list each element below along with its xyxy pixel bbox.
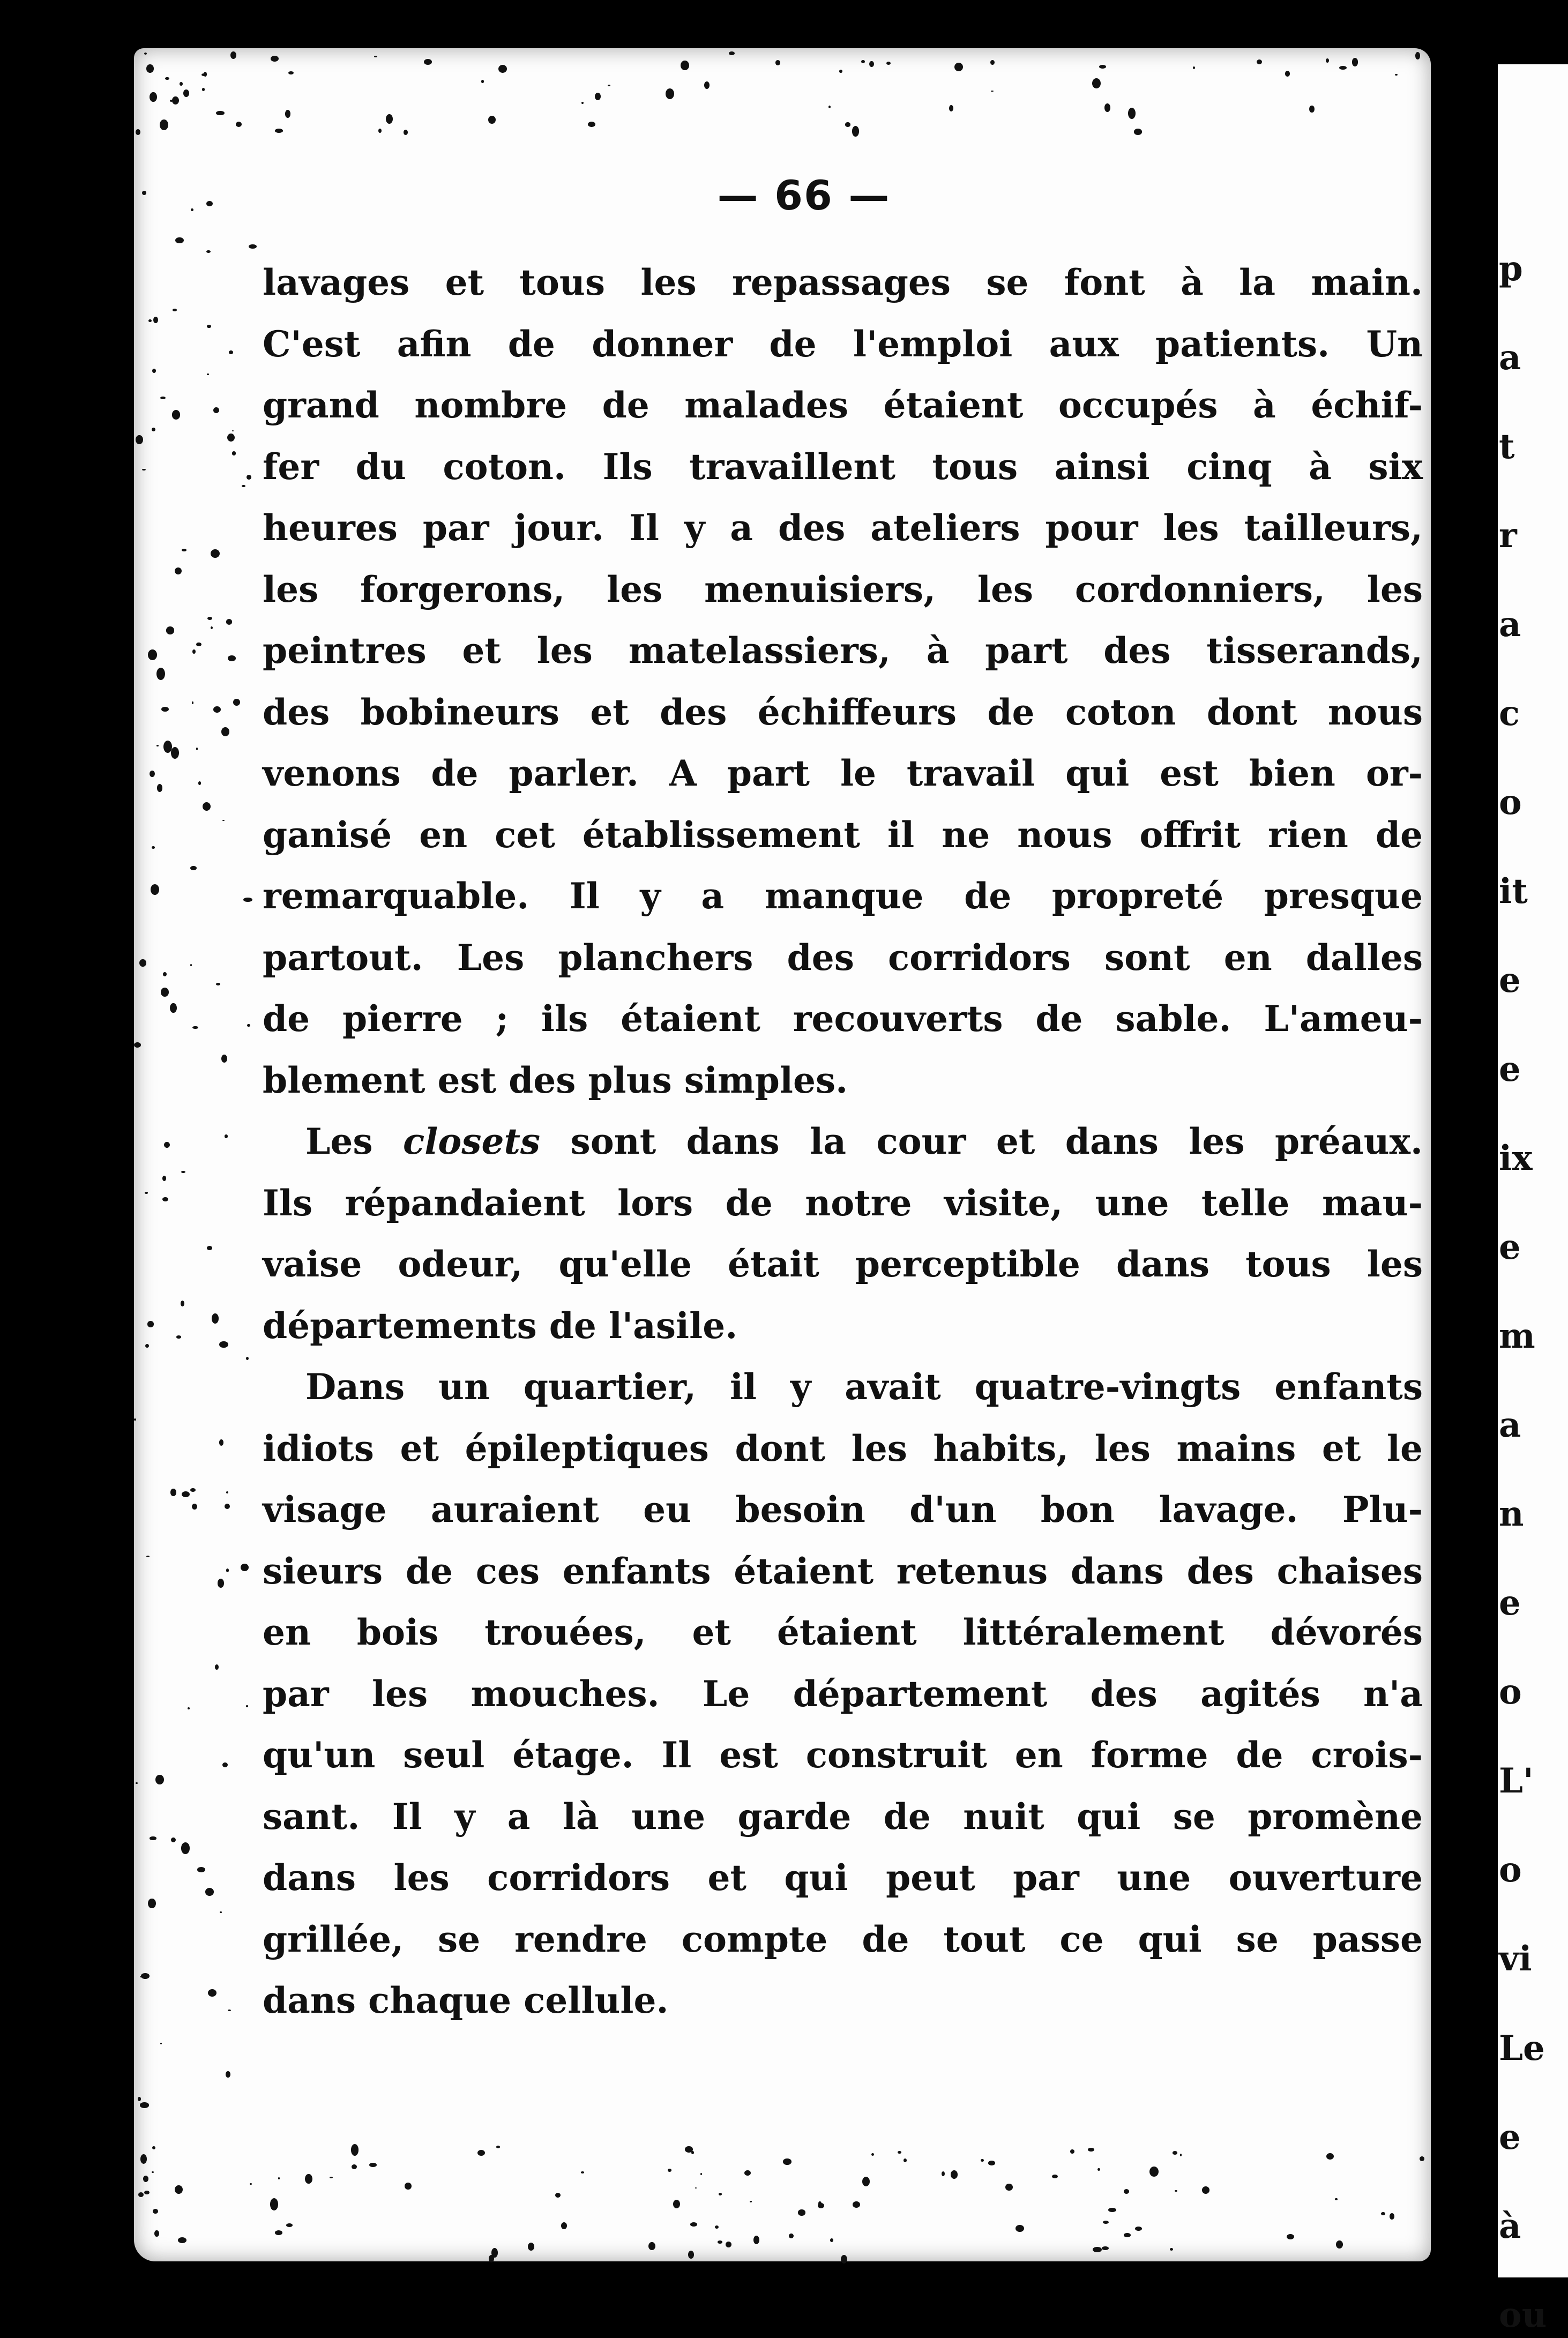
scan-noise-speck [688, 2251, 694, 2259]
text-line: remarquable. Il y a manque de propreté presque [263, 875, 1423, 917]
scan-noise-speck [192, 649, 196, 654]
text-line: grand nombre de malades étaient occupés à échif- [263, 384, 1423, 426]
adjacent-page-fragment: r [1499, 516, 1517, 556]
text-line: peintres et les matelassiers, à part des tisserands, [263, 630, 1423, 671]
scan-noise-speck [648, 2242, 655, 2251]
adjacent-page-fragment: ou [1499, 2295, 1547, 2335]
scan-noise-speck [219, 1341, 228, 1348]
scan-noise-speck [581, 102, 584, 104]
scan-noise-speck [1097, 2168, 1100, 2171]
scan-noise-speck [729, 51, 735, 55]
scan-noise-speck [172, 96, 179, 104]
scan-noise-speck [142, 191, 146, 195]
scan-noise-speck [173, 309, 177, 311]
scan-noise-speck [175, 2185, 182, 2194]
scan-noise-speck [232, 451, 236, 455]
text-line: idiots et épileptiques dont les habits, les mains et le [263, 1427, 1423, 1469]
scan-noise-speck [170, 1003, 176, 1013]
scan-noise-speck [226, 1491, 228, 1493]
scan-noise-speck [249, 244, 257, 249]
scan-noise-speck [227, 434, 235, 442]
scan-noise-speck [246, 1357, 249, 1360]
scan-noise-speck [176, 1335, 181, 1338]
scan-noise-speck [775, 60, 780, 65]
scan-noise-speck [221, 1055, 227, 1063]
scan-noise-speck [898, 2151, 901, 2154]
text-line: de pierre ; ils étaient recouverts de sable. L'ameu- [263, 998, 1423, 1040]
scan-noise-speck [1070, 2149, 1074, 2154]
scan-noise-speck [182, 1491, 190, 1497]
scan-noise-speck [207, 1246, 212, 1250]
scan-noise-speck [988, 2161, 995, 2165]
adjacent-page-fragment: a [1499, 338, 1521, 378]
text-line: Dans un quartier, il y avait quatre-vingts enfants [305, 1366, 1423, 1408]
scan-noise-speck [192, 1026, 198, 1029]
scan-noise-speck [136, 1782, 137, 1784]
scan-noise-speck [226, 619, 233, 625]
scan-noise-speck [226, 2071, 230, 2077]
text-line: sant. Il y a là une garde de nuit qui se promène [263, 1795, 1423, 1837]
text-line: grillée, se rendre compte de tout ce qui se passe [263, 1918, 1423, 1960]
scan-noise-speck [949, 105, 953, 111]
scan-noise-speck [581, 2171, 584, 2173]
scan-noise-speck [270, 2198, 279, 2210]
scan-noise-speck [197, 1867, 205, 1872]
text-line: par les mouches. Le département des agités n'a [263, 1672, 1423, 1715]
scan-noise-speck [477, 2150, 485, 2156]
scan-noise-speck [148, 649, 157, 660]
adjacent-page-fragment: o [1499, 1850, 1522, 1891]
scan-noise-speck [215, 1664, 219, 1670]
scan-noise-speck [673, 2200, 680, 2209]
scan-noise-speck [175, 567, 182, 574]
scan-noise-speck [852, 126, 859, 137]
scan-noise-speck [818, 2201, 822, 2206]
scan-noise-speck [750, 2201, 752, 2202]
scan-noise-speck [148, 1899, 155, 1909]
text-line: fer du coton. Ils travaillent tous ainsi cinq à six [263, 445, 1423, 488]
adjacent-page-fragment: L' [1499, 1761, 1534, 1802]
text-line: blement est des plus simples. [263, 1059, 848, 1101]
scan-noise-speck [164, 1142, 169, 1148]
scan-noise-speck [145, 1192, 148, 1193]
scan-noise-speck [1104, 103, 1110, 112]
scan-noise-speck [1193, 66, 1195, 69]
scan-noise-speck [140, 2102, 149, 2108]
scan-noise-speck [839, 70, 842, 73]
scan-noise-speck [161, 707, 169, 712]
scan-noise-speck [685, 2146, 693, 2153]
scan-noise-speck [139, 959, 146, 967]
text-line: dans les corridors et qui peut par une ouverture [263, 1857, 1423, 1899]
adjacent-page-fragment: à [1499, 2206, 1521, 2246]
scan-noise-speck [247, 1024, 250, 1027]
scan-noise-speck [155, 1775, 164, 1785]
scan-noise-speck [1390, 2213, 1395, 2220]
scan-noise-speck [481, 80, 483, 83]
scan-noise-speck [1415, 52, 1420, 59]
text-line: venons de parler. A part le travail qui est bien or- [263, 752, 1423, 794]
scan-noise-speck [404, 130, 408, 135]
adjacent-page-fragment: a [1499, 1405, 1521, 1446]
scan-noise-speck [1285, 71, 1290, 77]
adjacent-page-fragment: t [1499, 427, 1515, 467]
text-line: les forgerons, les menuisiers, les cordonniers, les [263, 568, 1423, 610]
text-line: dans chaque cellule. [263, 1980, 669, 2021]
scan-noise-speck [886, 62, 891, 65]
scan-noise-speck [152, 846, 155, 849]
scan-noise-speck [528, 2243, 534, 2251]
scan-noise-speck [681, 61, 689, 70]
scan-noise-speck [205, 1888, 214, 1896]
scan-noise-speck [1124, 2233, 1131, 2237]
text-line: des bobineurs et des échiffeurs de coton dont nous [263, 691, 1423, 733]
scan-noise-speck [166, 626, 175, 634]
scan-noise-speck [1309, 106, 1314, 113]
scan-noise-speck [192, 1504, 197, 1510]
paragraph-1 [263, 252, 1423, 1111]
text-line: Ils répandaient lors de notre visite, une telle mau- [263, 1182, 1423, 1224]
scan-noise-speck [213, 407, 219, 413]
scan-noise-speck [288, 71, 294, 74]
scan-noise-speck [869, 61, 873, 67]
scan-noise-speck [668, 2169, 672, 2171]
adjacent-page-fragment: e [1499, 1227, 1521, 1268]
scan-noise-speck [153, 2209, 158, 2214]
scan-noise-speck [369, 2163, 377, 2167]
scan-noise-speck [151, 884, 159, 895]
scan-noise-speck [219, 1439, 224, 1445]
scan-noise-speck [1175, 2190, 1177, 2192]
text-line: visage auraient eu besoin d'un bon lavage. Plu- [263, 1489, 1423, 1530]
scan-noise-speck [147, 1321, 154, 1327]
scan-noise-speck [871, 2153, 874, 2156]
scan-noise-speck [1108, 2208, 1117, 2212]
scan-noise-speck [171, 747, 179, 759]
scan-noise-speck [216, 111, 224, 115]
adjacent-page-fragment: a [1499, 604, 1521, 645]
scan-noise-speck [207, 374, 208, 375]
scan-noise-speck [789, 2234, 794, 2238]
scan-noise-speck [150, 92, 156, 102]
text-line: heures par jour. Il y a des ateliers pour les tailleurs, [263, 507, 1423, 549]
text-line: sieurs de ces enfants étaient retenus dans des chaises [263, 1550, 1423, 1592]
adjacent-page-fragment: o [1499, 782, 1522, 823]
scan-noise-speck [1016, 2225, 1024, 2232]
scan-noise-speck [206, 250, 211, 253]
adjacent-page-fragment: n [1499, 1494, 1524, 1535]
scan-noise-speck [588, 122, 595, 127]
paragraph-3 [263, 1356, 1423, 2031]
scan-noise-speck [330, 2177, 333, 2178]
scan-noise-speck [211, 549, 220, 558]
scan-noise-speck [180, 82, 183, 85]
scan-noise-speck [154, 2230, 159, 2236]
scan-noise-speck [1173, 2151, 1178, 2154]
scan-noise-speck [156, 745, 159, 746]
text-line: vaise odeur, qu'elle était perceptible dans tous les [263, 1243, 1423, 1285]
adjacent-page-fragment: e [1499, 960, 1521, 1001]
scan-noise-speck [250, 2183, 252, 2185]
scan-noise-speck [608, 85, 610, 87]
adjacent-page-fragment: p [1499, 249, 1523, 289]
text-line: qu'un seul étage. Il est construit en forme de crois- [263, 1734, 1423, 1776]
adjacent-page-fragment: e [1499, 2117, 1521, 2157]
scan-noise-speck [218, 1579, 224, 1588]
scan-noise-speck [744, 2170, 750, 2176]
scan-noise-speck [1339, 66, 1347, 70]
scan-noise-speck [182, 549, 186, 551]
scan-noise-speck [1335, 2198, 1337, 2200]
scan-noise-speck [160, 119, 168, 130]
scan-noise-speck [275, 2230, 282, 2235]
scan-noise-speck [275, 129, 283, 133]
scan-noise-speck [991, 91, 993, 92]
scan-noise-speck [1102, 2246, 1109, 2250]
text-line: départements de l'asile. [263, 1304, 738, 1347]
scan-noise-speck [170, 1489, 176, 1496]
scan-noise-speck [1395, 74, 1398, 76]
scan-noise-speck [192, 701, 194, 704]
scan-noise-speck [1134, 129, 1143, 135]
text-line: C'est afin de donner de l'emploi aux patients. Un [263, 323, 1423, 365]
adjacent-page-fragment: Le [1499, 2028, 1545, 2068]
adjacent-page-fragment: e [1499, 1049, 1521, 1090]
scan-noise-speck [162, 1176, 166, 1181]
scan-noise-speck [951, 2170, 958, 2179]
adjacent-page-fragment: it [1499, 871, 1528, 912]
adjacent-page-fragment: o [1499, 1672, 1522, 1713]
scan-noise-speck [162, 1197, 168, 1201]
scan-noise-speck [207, 617, 212, 620]
adjacent-page-fragment: e [1499, 1583, 1521, 1624]
scan-noise-speck [386, 114, 393, 124]
adjacent-page-fragment: c [1499, 693, 1520, 734]
scan-noise-speck [1088, 2148, 1094, 2152]
scan-noise-speck [204, 72, 207, 77]
scan-noise-speck [175, 237, 184, 244]
scan-noise-speck [203, 802, 211, 811]
scan-noise-speck [1135, 2227, 1142, 2231]
text-line: ganisé en cet établissement il ne nous offrit rien de [263, 813, 1423, 856]
scan-noise-speck [188, 1707, 190, 1709]
scan-noise-speck [990, 60, 995, 65]
scan-noise-speck [351, 2144, 359, 2156]
adjacent-page-edge [1498, 64, 1568, 2335]
scan-noise-speck [783, 2158, 792, 2164]
scan-noise-speck [148, 319, 152, 322]
scan-noise-speck [1149, 2167, 1159, 2177]
scan-noise-speck [163, 741, 172, 753]
scan-noise-speck [228, 655, 236, 661]
scan-noise-speck [305, 2174, 312, 2184]
scan-noise-speck [190, 866, 196, 870]
scan-noise-speck [152, 428, 155, 431]
scan-noise-speck [230, 51, 236, 59]
scan-noise-speck [841, 2255, 847, 2264]
scan-noise-speck [181, 1301, 185, 1306]
scan-noise-speck [862, 2177, 870, 2186]
body-text [263, 252, 1423, 2031]
scan-noise-speck [1093, 2247, 1101, 2252]
scan-noise-speck [718, 2240, 722, 2243]
scan-noise-speck [160, 397, 166, 399]
scan-noise-speck [285, 110, 290, 117]
scan-noise-speck [233, 699, 240, 706]
adjacent-page-fragment: vi [1499, 1939, 1532, 1980]
scan-noise-speck [212, 1313, 219, 1324]
adjacent-page-fragment: ix [1499, 1138, 1533, 1179]
scan-noise-speck [861, 60, 864, 63]
paragraph-2 [263, 1111, 1423, 1356]
scan-noise-speck [1099, 65, 1106, 69]
scan-noise-speck [954, 63, 963, 71]
page-number: — 66 — [717, 171, 891, 219]
text-line: lavages et tous les repassages se font à la main. [263, 262, 1423, 303]
scan-noise-speck [153, 317, 158, 324]
adjacent-page-fragment: m [1499, 1316, 1535, 1357]
text-line: partout. Les planchers des corridors sont en dalles [263, 936, 1423, 978]
scan-noise-speck [853, 2201, 860, 2208]
scan-noise-speck [225, 1134, 228, 1138]
italic-word: closets [403, 1121, 541, 1162]
scan-noise-speck [1005, 2184, 1012, 2191]
scan-noise-speck [595, 93, 601, 100]
scan-noise-speck [150, 1836, 156, 1840]
scan-noise-speck [150, 771, 155, 778]
scan-noise-speck [405, 2183, 412, 2190]
scan-noise-speck [488, 116, 496, 124]
scan-noise-speck [1092, 78, 1101, 89]
scan-noise-speck [220, 1911, 221, 1914]
scan-noise-speck [798, 2209, 805, 2215]
scan-noise-speck [1326, 2153, 1334, 2160]
scan-noise-speck [207, 325, 211, 328]
scan-noise-speck [695, 2187, 697, 2188]
scan-noise-speck [1202, 2186, 1209, 2193]
text-line: en bois trouées, et étaient littéralement dévorés [263, 1611, 1423, 1653]
scan-noise-speck [845, 122, 850, 126]
scan-noise-speck [489, 2255, 494, 2262]
text-line: Les closets sont dans la cour et dans les préaux. [305, 1121, 1423, 1162]
